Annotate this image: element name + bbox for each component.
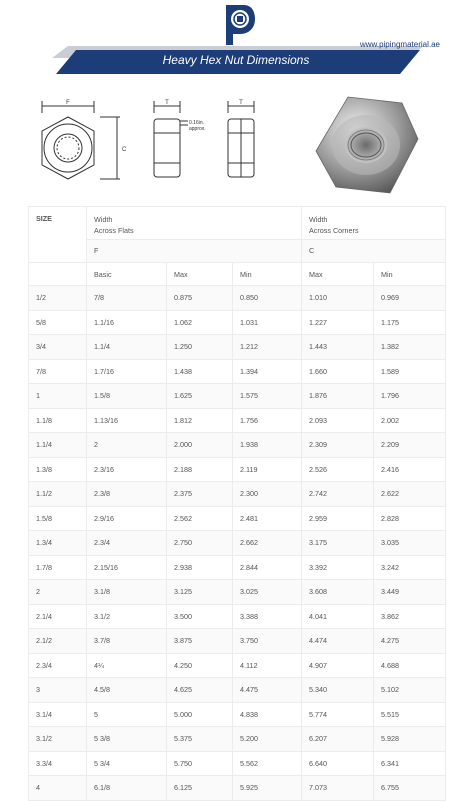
basic-cell: 3.1/2 xyxy=(87,604,167,629)
company-logo xyxy=(218,3,256,47)
size-cell: 1.1/8 xyxy=(29,408,87,433)
flats-min-cell: 4.838 xyxy=(233,702,302,727)
flats-max-cell: 3.500 xyxy=(167,604,233,629)
flats-min-cell: 5.200 xyxy=(233,727,302,752)
subheader-max: Max xyxy=(167,263,233,286)
flats-max-cell: 3.125 xyxy=(167,580,233,605)
table-row xyxy=(29,482,446,507)
size-cell: 2.3/4 xyxy=(29,653,87,678)
corners-min-cell: 6.755 xyxy=(374,776,446,801)
size-cell: 2 xyxy=(29,580,87,605)
size-cell: 7/8 xyxy=(29,359,87,384)
front-width-label: F xyxy=(66,100,70,106)
flats-min-cell: 4.475 xyxy=(233,678,302,703)
size-cell: 1 xyxy=(29,384,87,409)
corners-header xyxy=(302,207,446,240)
corners-symbol: C xyxy=(302,239,446,262)
flats-min-cell: 4.112 xyxy=(233,653,302,678)
basic-cell: 4¼ xyxy=(87,653,167,678)
corners-max-cell: 1.876 xyxy=(302,384,374,409)
corners-max-cell: 3.608 xyxy=(302,580,374,605)
flats-max-cell: 2.375 xyxy=(167,482,233,507)
corners-max-cell: 2.309 xyxy=(302,433,374,458)
corners-min-cell: 3.862 xyxy=(374,604,446,629)
subheader-max-corners: Max xyxy=(302,263,374,286)
side1-thickness-label: T xyxy=(165,100,169,106)
side1-note-line2: approx. xyxy=(189,126,206,132)
flats-max-cell: 5.000 xyxy=(167,702,233,727)
table-row xyxy=(29,433,446,458)
corners-max-cell: 2.526 xyxy=(302,457,374,482)
corners-min-cell: 2.209 xyxy=(374,433,446,458)
nut-photo xyxy=(316,97,418,193)
table-row xyxy=(29,531,446,556)
table-row xyxy=(29,555,446,580)
front-view-drawing xyxy=(42,101,120,179)
flats-max-cell: 1.250 xyxy=(167,335,233,360)
corners-min-cell: 3.242 xyxy=(374,555,446,580)
corners-max-cell: 6.640 xyxy=(302,751,374,776)
size-cell: 3.1/2 xyxy=(29,727,87,752)
basic-cell: 1.1/16 xyxy=(87,310,167,335)
corners-min-cell: 3.035 xyxy=(374,531,446,556)
basic-cell: 6.1/8 xyxy=(87,776,167,801)
basic-cell: 2.3/4 xyxy=(87,531,167,556)
basic-cell: 5 xyxy=(87,702,167,727)
table-row xyxy=(29,408,446,433)
table-row xyxy=(29,335,446,360)
side-view-2-drawing xyxy=(228,101,254,177)
basic-cell: 7/8 xyxy=(87,286,167,311)
corners-max-cell: 7.073 xyxy=(302,776,374,801)
corners-header-line1: Width xyxy=(309,215,328,224)
size-cell: 4 xyxy=(29,776,87,801)
flats-min-cell: 2.844 xyxy=(233,555,302,580)
basic-cell: 1.13/16 xyxy=(87,408,167,433)
flats-symbol: F xyxy=(87,239,302,262)
table-row xyxy=(29,678,446,703)
corners-min-cell: 3.449 xyxy=(374,580,446,605)
table-row xyxy=(29,384,446,409)
flats-min-cell: 1.212 xyxy=(233,335,302,360)
corners-min-cell: 5.928 xyxy=(374,727,446,752)
size-cell: 1.5/8 xyxy=(29,506,87,531)
flats-min-cell: 3.025 xyxy=(233,580,302,605)
size-cell: 1.7/8 xyxy=(29,555,87,580)
table-row xyxy=(29,629,446,654)
flats-min-cell: 1.756 xyxy=(233,408,302,433)
corners-max-cell: 2.093 xyxy=(302,408,374,433)
corners-min-cell: 1.589 xyxy=(374,359,446,384)
corners-min-cell: 1.382 xyxy=(374,335,446,360)
corners-max-cell: 5.774 xyxy=(302,702,374,727)
corners-max-cell: 4.474 xyxy=(302,629,374,654)
corners-min-cell: 4.688 xyxy=(374,653,446,678)
flats-min-cell: 1.031 xyxy=(233,310,302,335)
nut-drawings xyxy=(30,95,450,205)
subheader-min-corners: Min xyxy=(374,263,446,286)
table-row xyxy=(29,776,446,801)
flats-header xyxy=(87,207,302,240)
subheader-basic: Basic xyxy=(87,263,167,286)
corners-max-cell: 1.443 xyxy=(302,335,374,360)
corners-min-cell: 5.515 xyxy=(374,702,446,727)
flats-header-line1: Width xyxy=(94,215,113,224)
corners-min-cell: 6.341 xyxy=(374,751,446,776)
basic-cell: 1.1/4 xyxy=(87,335,167,360)
flats-min-cell: 3.388 xyxy=(233,604,302,629)
table-row xyxy=(29,506,446,531)
corners-max-cell: 6.207 xyxy=(302,727,374,752)
table-row xyxy=(29,751,446,776)
front-corners-label: C xyxy=(122,147,127,153)
basic-cell: 2.9/16 xyxy=(87,506,167,531)
basic-cell: 3.7/8 xyxy=(87,629,167,654)
basic-cell: 1.7/16 xyxy=(87,359,167,384)
table-row xyxy=(29,310,446,335)
flats-max-cell: 4.250 xyxy=(167,653,233,678)
size-cell: 1/2 xyxy=(29,286,87,311)
table-row xyxy=(29,653,446,678)
side-view-1-drawing xyxy=(154,101,188,177)
basic-cell: 4.5/8 xyxy=(87,678,167,703)
corners-min-cell: 1.796 xyxy=(374,384,446,409)
page-title: Heavy Hex Nut Dimensions xyxy=(162,53,310,67)
flats-max-cell: 1.062 xyxy=(167,310,233,335)
size-cell: 1.3/4 xyxy=(29,531,87,556)
flats-max-cell: 1.438 xyxy=(167,359,233,384)
corners-max-cell: 3.175 xyxy=(302,531,374,556)
flats-min-cell: 3.750 xyxy=(233,629,302,654)
flats-header-line2: Across Flats xyxy=(94,226,134,235)
flats-max-cell: 6.125 xyxy=(167,776,233,801)
table-row xyxy=(29,702,446,727)
website-url: www.pipingmaterial.ae xyxy=(359,40,440,49)
subheader-min: Min xyxy=(233,263,302,286)
corners-min-cell: 2.622 xyxy=(374,482,446,507)
flats-max-cell: 2.562 xyxy=(167,506,233,531)
flats-max-cell: 2.938 xyxy=(167,555,233,580)
table-row xyxy=(29,727,446,752)
flats-min-cell: 2.481 xyxy=(233,506,302,531)
corners-min-cell: 2.416 xyxy=(374,457,446,482)
flats-max-cell: 5.375 xyxy=(167,727,233,752)
basic-cell: 5 3/4 xyxy=(87,751,167,776)
basic-cell: 2 xyxy=(87,433,167,458)
table-row xyxy=(29,457,446,482)
side2-thickness-label: T xyxy=(239,100,243,106)
basic-cell: 2.3/16 xyxy=(87,457,167,482)
corners-min-cell: 5.102 xyxy=(374,678,446,703)
corners-max-cell: 4.041 xyxy=(302,604,374,629)
corners-min-cell: 2.002 xyxy=(374,408,446,433)
size-cell: 2.1/2 xyxy=(29,629,87,654)
size-cell: 1.1/2 xyxy=(29,482,87,507)
flats-min-cell: 0.850 xyxy=(233,286,302,311)
flats-min-cell: 1.575 xyxy=(233,384,302,409)
corners-header-line2: Across Corners xyxy=(309,226,359,235)
corners-max-cell: 4.907 xyxy=(302,653,374,678)
corners-max-cell: 2.742 xyxy=(302,482,374,507)
header-row xyxy=(29,207,446,240)
dimensions-table xyxy=(28,206,446,801)
basic-cell: 1.5/8 xyxy=(87,384,167,409)
size-cell: 1.3/8 xyxy=(29,457,87,482)
flats-max-cell: 2.188 xyxy=(167,457,233,482)
basic-cell: 2.15/16 xyxy=(87,555,167,580)
size-cell: 3.3/4 xyxy=(29,751,87,776)
corners-max-cell: 5.340 xyxy=(302,678,374,703)
size-cell: 5/8 xyxy=(29,310,87,335)
flats-min-cell: 5.925 xyxy=(233,776,302,801)
flats-min-cell: 2.300 xyxy=(233,482,302,507)
size-header: SIZE xyxy=(29,207,87,263)
table-row xyxy=(29,359,446,384)
flats-min-cell: 5.562 xyxy=(233,751,302,776)
flats-max-cell: 2.000 xyxy=(167,433,233,458)
corners-min-cell: 2.828 xyxy=(374,506,446,531)
corners-min-cell: 0.969 xyxy=(374,286,446,311)
size-cell: 3 xyxy=(29,678,87,703)
size-cell: 2.1/4 xyxy=(29,604,87,629)
flats-max-cell: 3.875 xyxy=(167,629,233,654)
flats-max-cell: 5.750 xyxy=(167,751,233,776)
size-cell: 3.1/4 xyxy=(29,702,87,727)
corners-max-cell: 1.227 xyxy=(302,310,374,335)
corners-min-cell: 4.275 xyxy=(374,629,446,654)
corners-max-cell: 2.959 xyxy=(302,506,374,531)
flats-max-cell: 2.750 xyxy=(167,531,233,556)
basic-cell: 2.3/8 xyxy=(87,482,167,507)
corners-max-cell: 3.392 xyxy=(302,555,374,580)
table-row xyxy=(29,286,446,311)
flats-min-cell: 1.938 xyxy=(233,433,302,458)
corners-max-cell: 1.010 xyxy=(302,286,374,311)
size-cell: 3/4 xyxy=(29,335,87,360)
basic-cell: 5 3/8 xyxy=(87,727,167,752)
corners-max-cell: 1.660 xyxy=(302,359,374,384)
basic-cell: 3.1/8 xyxy=(87,580,167,605)
subheader-blank xyxy=(29,263,87,286)
side1-note-line1: 0.16in. xyxy=(189,120,205,126)
table-row xyxy=(29,580,446,605)
table-row xyxy=(29,604,446,629)
flats-min-cell: 2.119 xyxy=(233,457,302,482)
flats-min-cell: 1.394 xyxy=(233,359,302,384)
flats-max-cell: 4.625 xyxy=(167,678,233,703)
flats-max-cell: 1.625 xyxy=(167,384,233,409)
subheader-row xyxy=(29,263,446,286)
flats-max-cell: 1.812 xyxy=(167,408,233,433)
symbol-row xyxy=(29,239,446,262)
flats-max-cell: 0.875 xyxy=(167,286,233,311)
corners-min-cell: 1.175 xyxy=(374,310,446,335)
flats-min-cell: 2.662 xyxy=(233,531,302,556)
size-cell: 1.1/4 xyxy=(29,433,87,458)
